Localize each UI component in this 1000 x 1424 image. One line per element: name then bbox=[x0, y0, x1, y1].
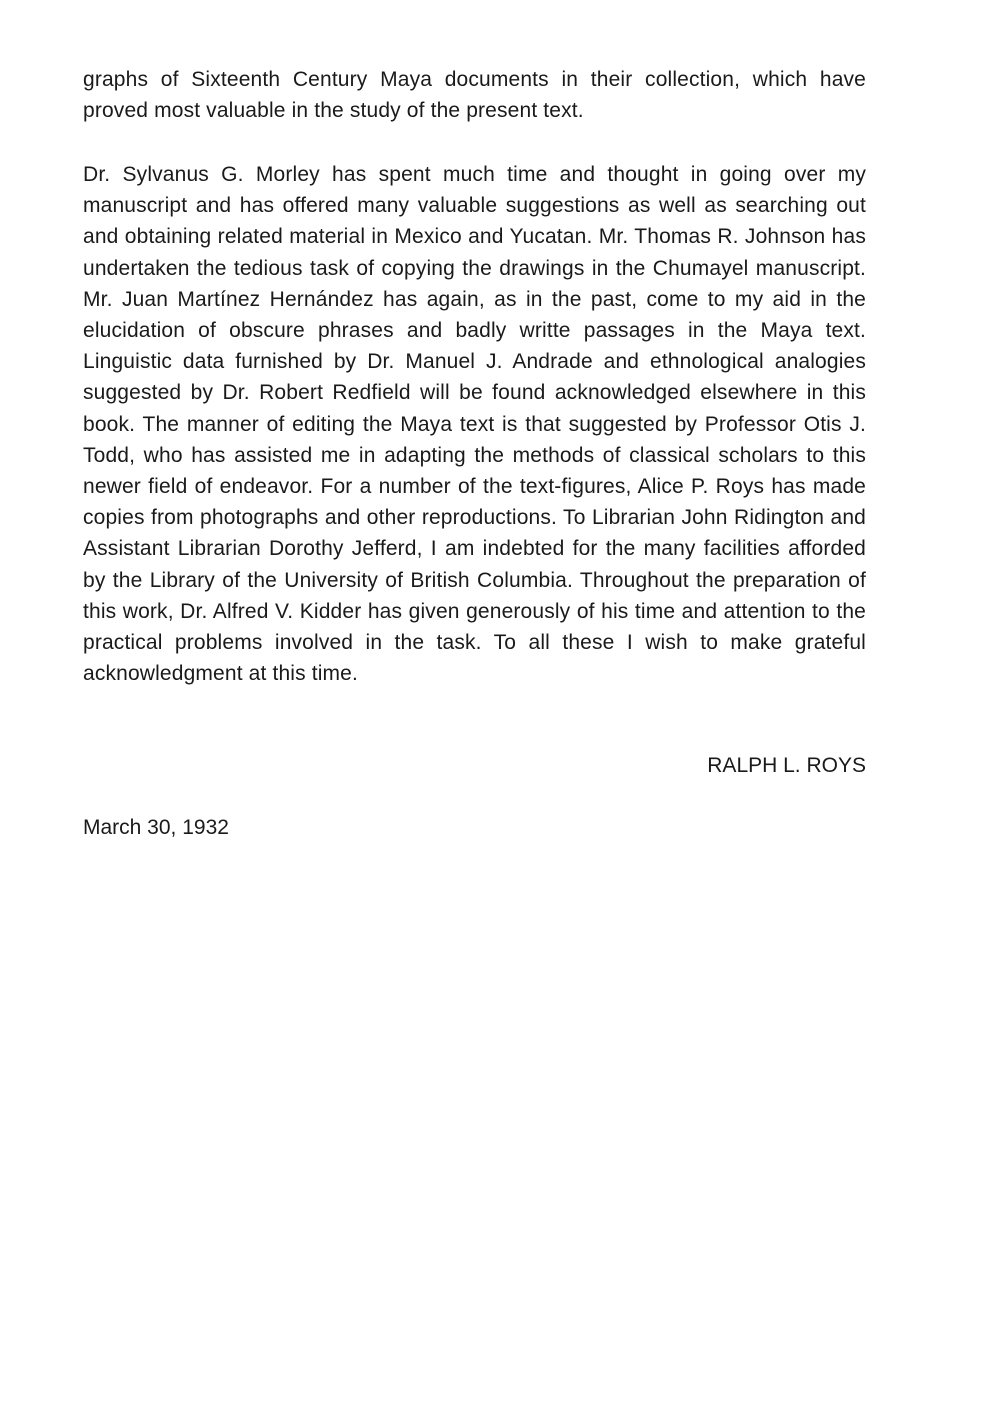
author-signature: RALPH L. ROYS bbox=[707, 754, 866, 777]
paragraph-continuation: graphs of Sixteenth Century Maya documents in their collection, which have proved most valuable in the study of the present text. bbox=[83, 68, 866, 123]
acknowledgments-paragraph: Dr. Sylvanus G. Morley has spent much time and thought in going over my manuscript and has offered many valuable suggestions as well as searching out and obtaining related material in Mexico and Yucatan. Mr. Thomas R. Johnson has undertaken the tedious task of copying the drawings in the Chumayel manuscript. Mr. Juan Martínez Hernández has again, as in the past, come to my aid in the elucidation of obscure phrases and badly writte passages in the Maya text. Linguistic data furnished by Dr. Manuel J. Andrade and ethnological analogies suggested by Dr. Robert Redfield will be found acknowledged elsewhere in this book. The manner of editing the Maya text is that suggested by Professor Otis J. Todd, who has assisted me in adapting the methods of classical scholars to this newer field of endeavor. For a number of the text-figures, Alice P. Roys has made copies from photographs and other reproductions. To Librarian John Ridington and Assistant Librarian Dorothy Jefferd, I am indebted for the many facilities afforded by the Library of the University of British Columbia. Throughout the preparation of this work, Dr. Alfred V. Kidder has given generously of his time and attention to the practical problems involved in the task. To all these I wish to make grateful acknowledgment at this time. bbox=[83, 163, 866, 686]
document-date: March 30, 1932 bbox=[83, 816, 229, 839]
